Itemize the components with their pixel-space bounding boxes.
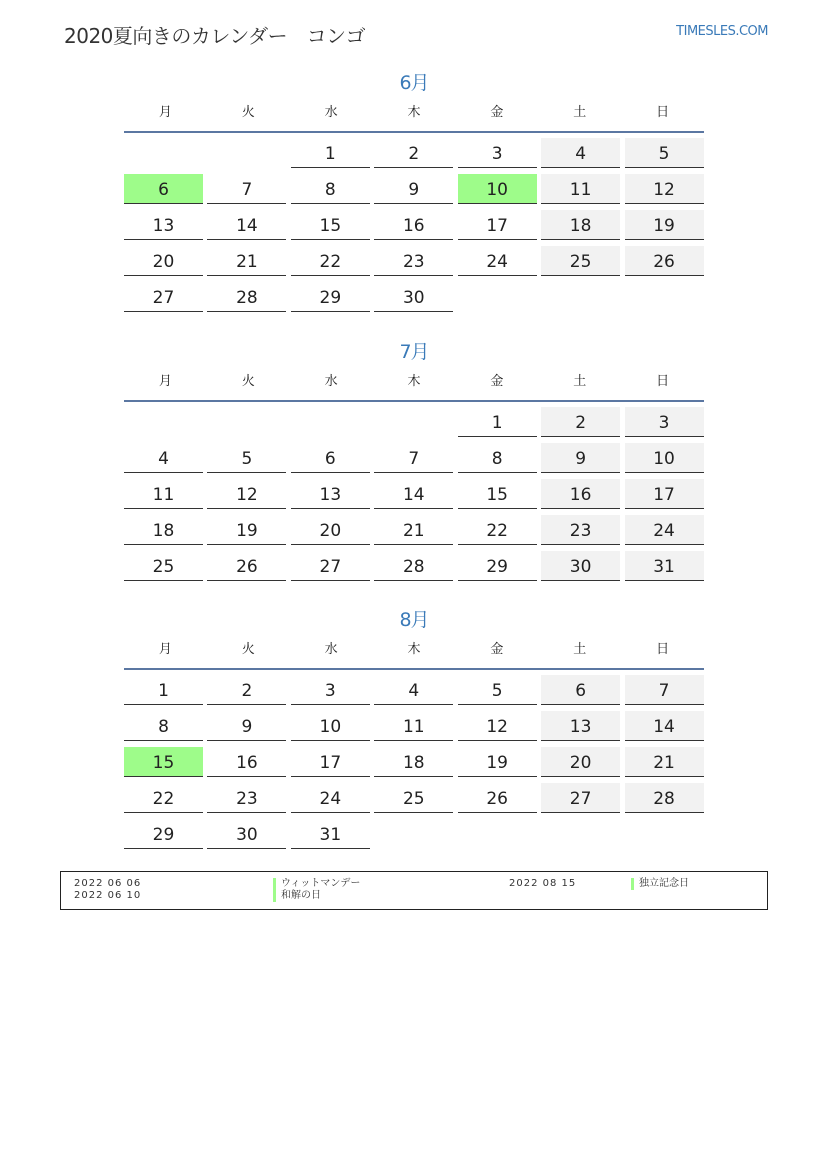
day-cell: 30 <box>374 282 453 312</box>
day-cell: 18 <box>374 747 453 777</box>
weekday-label: 日 <box>656 374 670 389</box>
week-row <box>124 747 704 783</box>
legend-dates-right <box>509 878 576 890</box>
day-cell: 26 <box>625 246 704 276</box>
weekday-label: 火 <box>241 374 255 389</box>
day-cell: 17 <box>625 479 704 509</box>
week-row <box>124 174 704 210</box>
week-row <box>124 443 704 479</box>
day-cell: 19 <box>625 210 704 240</box>
week-row <box>124 407 704 443</box>
week-row <box>124 711 704 747</box>
day-cell: 24 <box>458 246 537 276</box>
day-cell: 1 <box>124 675 203 705</box>
empty-cell <box>541 282 620 312</box>
weekday-label: 土 <box>573 105 587 120</box>
day-cell: 9 <box>207 711 286 741</box>
day-cell: 11 <box>124 479 203 509</box>
day-cell: 22 <box>124 783 203 813</box>
day-cell: 9 <box>541 443 620 473</box>
day-cell: 7 <box>374 443 453 473</box>
week-row <box>124 282 704 318</box>
day-cell: 20 <box>541 747 620 777</box>
weekday-label: 木 <box>407 105 421 120</box>
day-cell: 28 <box>207 282 286 312</box>
empty-cell <box>207 407 286 437</box>
empty-cell <box>291 407 370 437</box>
weekday-label: 月 <box>158 105 172 120</box>
day-cell: 21 <box>625 747 704 777</box>
day-cell: 25 <box>374 783 453 813</box>
day-cell: 14 <box>207 210 286 240</box>
site-link[interactable]: TIMESLES.COM <box>676 24 768 39</box>
day-cell: 25 <box>541 246 620 276</box>
day-cell: 7 <box>207 174 286 204</box>
month-title: 7月 <box>399 341 429 363</box>
weekday-label: 火 <box>241 642 255 657</box>
legend-date: 2022 08 15 <box>509 878 577 889</box>
weekday-label: 日 <box>656 642 670 657</box>
day-cell: 6 <box>541 675 620 705</box>
day-cell: 13 <box>291 479 370 509</box>
day-cell: 29 <box>124 819 203 849</box>
day-cell: 11 <box>541 174 620 204</box>
weekday-label: 金 <box>490 105 504 120</box>
legend-names-right <box>631 878 689 890</box>
day-cell: 19 <box>207 515 286 545</box>
day-cell: 7 <box>625 675 704 705</box>
empty-cell <box>458 819 537 849</box>
day-cell: 15 <box>124 747 203 777</box>
week-row <box>124 675 704 711</box>
empty-cell <box>458 282 537 312</box>
weekday-label: 水 <box>324 642 338 657</box>
day-cell: 15 <box>291 210 370 240</box>
day-cell: 20 <box>291 515 370 545</box>
day-cell: 18 <box>124 515 203 545</box>
month-grid <box>124 670 704 855</box>
day-cell: 27 <box>541 783 620 813</box>
weekday-label: 水 <box>324 374 338 389</box>
weekday-header <box>124 102 704 133</box>
day-cell: 5 <box>458 675 537 705</box>
day-cell: 9 <box>374 174 453 204</box>
empty-cell <box>374 819 453 849</box>
day-cell: 4 <box>374 675 453 705</box>
weekday-label: 日 <box>656 105 670 120</box>
day-cell: 28 <box>625 783 704 813</box>
weekday-label: 木 <box>407 374 421 389</box>
day-cell: 22 <box>291 246 370 276</box>
day-cell: 2 <box>374 138 453 168</box>
day-cell: 16 <box>207 747 286 777</box>
month-title: 6月 <box>399 72 429 94</box>
day-cell: 14 <box>374 479 453 509</box>
day-cell: 23 <box>541 515 620 545</box>
day-cell: 29 <box>291 282 370 312</box>
holiday-legend <box>60 871 768 910</box>
weekday-label: 金 <box>490 374 504 389</box>
day-cell: 2 <box>207 675 286 705</box>
weekday-label: 水 <box>324 105 338 120</box>
day-cell: 23 <box>374 246 453 276</box>
month-title: 8月 <box>399 609 429 631</box>
day-cell: 27 <box>291 551 370 581</box>
day-cell: 4 <box>124 443 203 473</box>
day-cell: 14 <box>625 711 704 741</box>
day-cell: 12 <box>625 174 704 204</box>
weekday-label: 火 <box>241 105 255 120</box>
empty-cell <box>124 407 203 437</box>
empty-cell <box>541 819 620 849</box>
legend-names-left <box>273 878 360 902</box>
day-cell: 23 <box>207 783 286 813</box>
legend-holiday-name: ウィットマンデー <box>281 878 361 889</box>
month-june <box>124 68 704 318</box>
legend-holiday-name: 独立記念日 <box>639 878 689 889</box>
week-row <box>124 515 704 551</box>
day-cell: 15 <box>458 479 537 509</box>
day-cell: 16 <box>541 479 620 509</box>
day-cell: 20 <box>124 246 203 276</box>
week-row <box>124 819 704 855</box>
day-cell: 31 <box>625 551 704 581</box>
day-cell: 10 <box>458 174 537 204</box>
day-cell: 3 <box>291 675 370 705</box>
month-august <box>124 605 704 855</box>
day-cell: 30 <box>207 819 286 849</box>
day-cell: 1 <box>291 138 370 168</box>
day-cell: 29 <box>458 551 537 581</box>
legend-date: 2022 06 10 <box>74 890 142 901</box>
day-cell: 6 <box>291 443 370 473</box>
legend-date: 2022 06 06 <box>74 878 142 889</box>
day-cell: 31 <box>291 819 370 849</box>
day-cell: 12 <box>207 479 286 509</box>
weekday-label: 月 <box>158 642 172 657</box>
empty-cell <box>124 138 203 168</box>
day-cell: 19 <box>458 747 537 777</box>
day-cell: 26 <box>207 551 286 581</box>
day-cell: 16 <box>374 210 453 240</box>
week-row <box>124 210 704 246</box>
weekday-label: 土 <box>573 374 587 389</box>
day-cell: 24 <box>625 515 704 545</box>
weekday-label: 土 <box>573 642 587 657</box>
weekday-header <box>124 639 704 670</box>
day-cell: 5 <box>625 138 704 168</box>
day-cell: 2 <box>541 407 620 437</box>
day-cell: 18 <box>541 210 620 240</box>
day-cell: 3 <box>625 407 704 437</box>
day-cell: 6 <box>124 174 203 204</box>
legend-dates-left <box>74 878 141 902</box>
empty-cell <box>625 819 704 849</box>
day-cell: 4 <box>541 138 620 168</box>
weekday-header <box>124 371 704 402</box>
weekday-label: 金 <box>490 642 504 657</box>
day-cell: 27 <box>124 282 203 312</box>
day-cell: 21 <box>374 515 453 545</box>
day-cell: 24 <box>291 783 370 813</box>
day-cell: 5 <box>207 443 286 473</box>
day-cell: 10 <box>625 443 704 473</box>
weekday-label: 月 <box>158 374 172 389</box>
day-cell: 28 <box>374 551 453 581</box>
day-cell: 22 <box>458 515 537 545</box>
day-cell: 17 <box>458 210 537 240</box>
day-cell: 10 <box>291 711 370 741</box>
day-cell: 13 <box>541 711 620 741</box>
day-cell: 26 <box>458 783 537 813</box>
day-cell: 12 <box>458 711 537 741</box>
day-cell: 8 <box>124 711 203 741</box>
day-cell: 25 <box>124 551 203 581</box>
day-cell: 8 <box>458 443 537 473</box>
day-cell: 11 <box>374 711 453 741</box>
week-row <box>124 551 704 587</box>
week-row <box>124 783 704 819</box>
day-cell: 30 <box>541 551 620 581</box>
day-cell: 8 <box>291 174 370 204</box>
week-row <box>124 246 704 282</box>
day-cell: 1 <box>458 407 537 437</box>
empty-cell <box>374 407 453 437</box>
empty-cell <box>207 138 286 168</box>
page-title: 2020夏向きのカレンダー コンゴ <box>64 24 366 48</box>
weekday-label: 木 <box>407 642 421 657</box>
empty-cell <box>625 282 704 312</box>
month-grid <box>124 402 704 587</box>
day-cell: 21 <box>207 246 286 276</box>
week-row <box>124 138 704 174</box>
month-grid <box>124 133 704 318</box>
week-row <box>124 479 704 515</box>
day-cell: 3 <box>458 138 537 168</box>
day-cell: 17 <box>291 747 370 777</box>
legend-holiday-name: 和解の日 <box>281 890 321 901</box>
day-cell: 13 <box>124 210 203 240</box>
month-july <box>124 337 704 587</box>
